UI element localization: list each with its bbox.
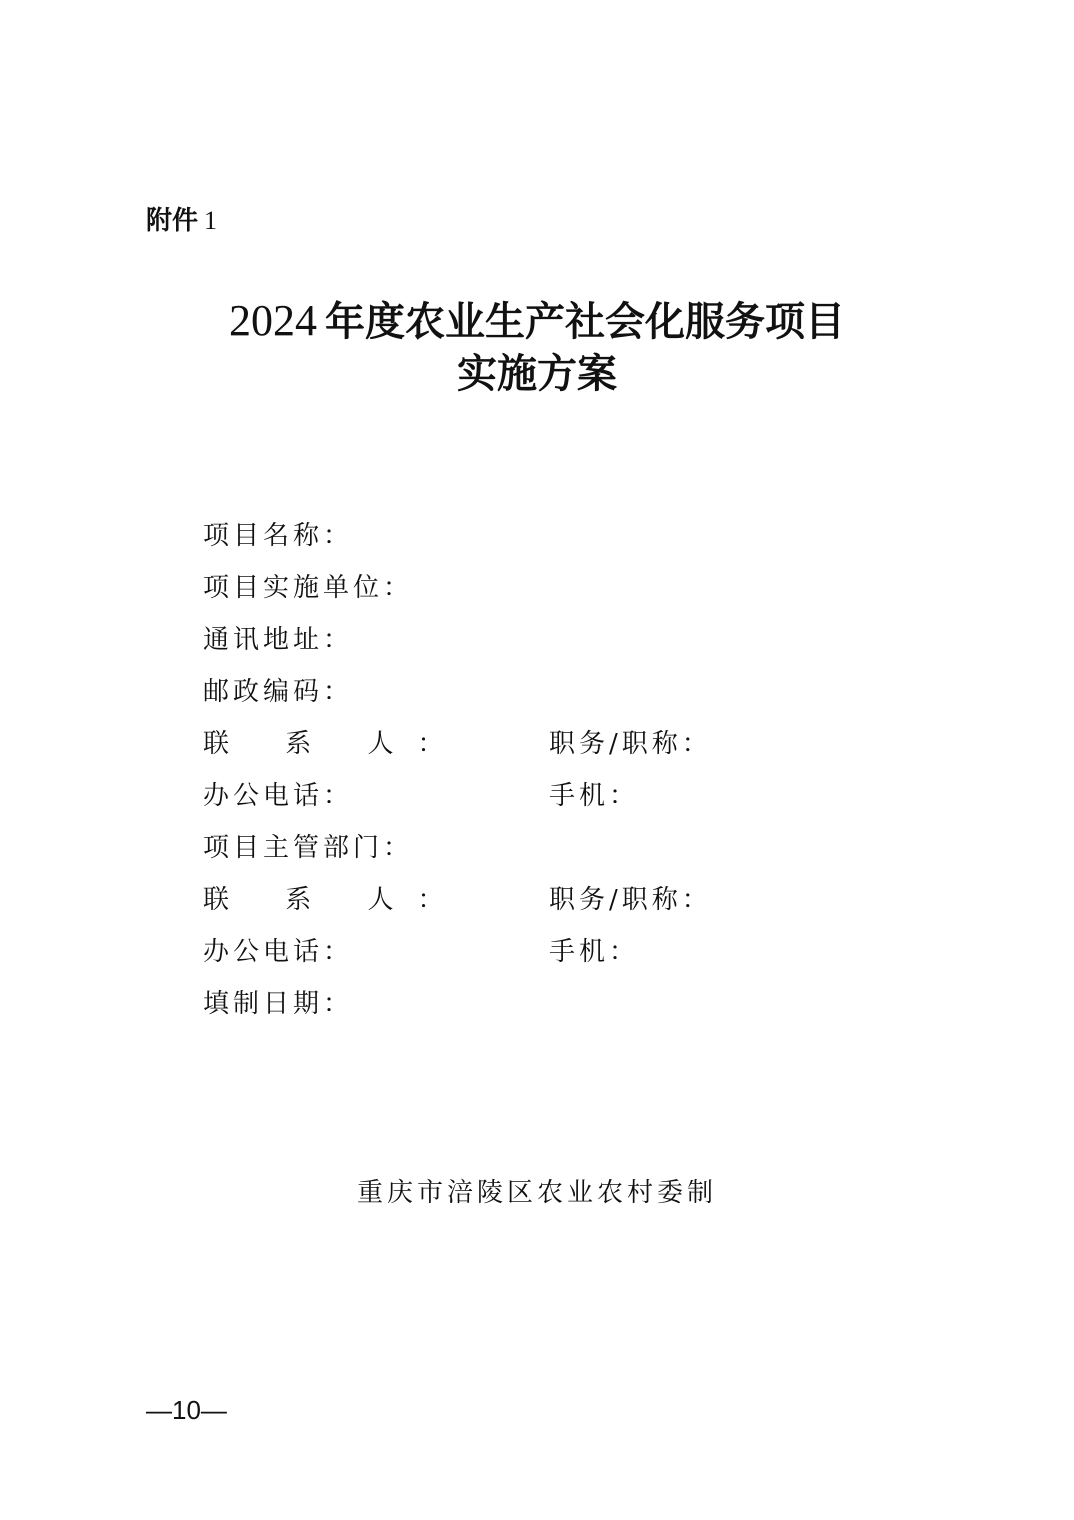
field-fill-date: 填制日期：: [203, 989, 354, 1019]
field-supervising-dept: 项目主管部门：: [203, 833, 414, 863]
document-title-line-2: 实施方案: [457, 351, 617, 397]
field-project-name: 项目名称：: [203, 521, 354, 551]
field-office-phone-1: 办公电话：: [203, 781, 354, 811]
field-implementing-unit: 项目实施单位：: [203, 573, 414, 603]
attachment-number: 1: [204, 206, 218, 235]
field-contact-1-label: 联 系 人: [203, 729, 418, 759]
field-mobile-2: 手机：: [549, 937, 640, 967]
field-contact-2-colon: ：: [417, 885, 448, 915]
field-contact-2: [203, 883, 448, 917]
field-contact-1: [203, 727, 448, 761]
field-contact-2-label: 联 系 人: [203, 885, 418, 915]
attachment-label: [146, 203, 217, 239]
field-contact-1-colon: ：: [417, 729, 448, 759]
issuing-organization: 重庆市涪陵区农业农村委制: [356, 1178, 717, 1208]
field-office-phone-2: 办公电话：: [203, 937, 354, 967]
attachment-label-text: 附件: [146, 206, 199, 236]
field-position-2: 职务/职称：: [549, 885, 712, 915]
document-title-line-1: [0, 295, 1074, 348]
title-line-1-text: 年度农业生产社会化服务项目: [325, 299, 845, 345]
field-position-1: 职务/职称：: [549, 729, 712, 759]
field-postal-code: 邮政编码：: [203, 677, 354, 707]
field-address: 通讯地址：: [203, 625, 354, 655]
page-number: —10—: [146, 1395, 227, 1425]
title-year: 2024: [229, 296, 317, 345]
field-mobile-1: 手机：: [549, 781, 640, 811]
